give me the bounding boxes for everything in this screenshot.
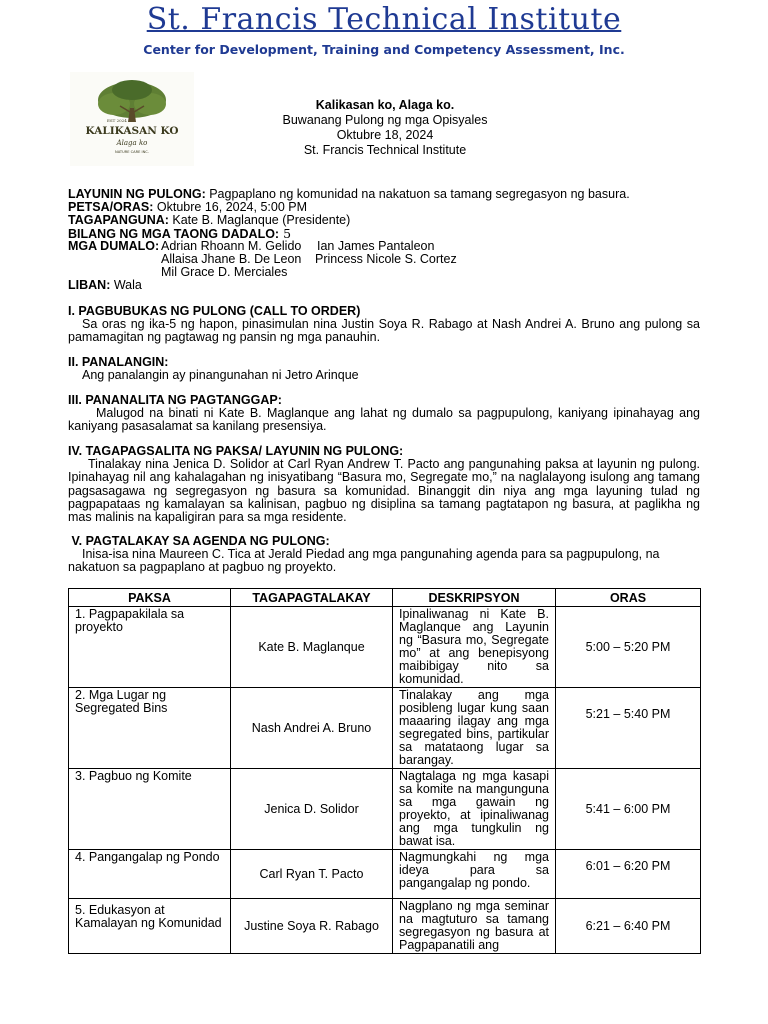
table-header-row [69,589,701,607]
logo-title: KALIKASAN KO [85,125,179,137]
meeting-venue: St. Francis Technical Institute [303,143,467,157]
section-5-body: Inisa-isa nina Maureen C. Tica at Jerald Piedad ang mga pangunahing agenda para sa pagpupulong, na nakatuon sa pagpaplano at pagbuo ng proyekto. [68,547,660,575]
bilang-line: BILANG NG MGA TAONG DADALO: 5 [68,226,292,241]
cell-paksa: 5. Edukasyon at Kamalayan ng Komunidad [69,899,231,954]
cell-tagapagtalakay: Carl Ryan T. Pacto [231,850,393,899]
cell-paksa: 3. Pagbuo ng Komite [69,769,231,850]
table-row [69,769,701,850]
cell-deskripsyon: Nagtalaga ng mga kasapi sa komite na mangunguna sa mga gawain ng proyekto, at ipinaliwanag ang mga tungkulin ng bawat isa. [393,769,556,850]
section-4-title: IV. TAGAPAGSALITA NG PAKSA/ LAYUNIN NG PULONG: [68,444,404,458]
table-row [69,688,701,769]
cell-oras: 5:41 – 6:00 PM [556,769,701,850]
header-paksa: PAKSA [69,589,231,607]
section-2-title: II. PANALANGIN: [68,355,169,369]
header-tagapagtalakay: TAGAPAGTALAKAY [231,589,393,607]
header-deskripsyon: DESKRIPSYON [393,589,556,607]
section-1-title: I. PAGBUBUKAS NG PULONG (CALL TO ORDER) [68,304,361,318]
meeting-type: Buwanang Pulong ng mga Opisyales [282,113,488,127]
section-1-body: Sa oras ng ika-5 ng hapon, pinasimulan nina Justin Soya R. Rabago at Nash Andrei A. Bruno ang pulong sa pamamagitan ng pagtawag ng pansin ng mga panauhin. [68,317,700,345]
cell-paksa: 4. Pangangalap ng Pondo [69,850,231,899]
cell-tagapagtalakay: Kate B. Maglanque [231,607,393,688]
cell-deskripsyon: Ipinaliwanag ni Kate B. Maglanque ang Layunin ng “Basura mo, Segregate mo” at ang benepisyong maibibigay nito sa komunidad. [393,607,556,688]
tagapanguna-line: TAGAPANGUNA: Kate B. Maglanque (Presidente) [68,213,351,227]
dumalo-line: MGA DUMALO: Adrian Rhoann M. Gelido Ian James Pantaleon [68,239,435,253]
section-3-body: Malugod na binati ni Kate B. Maglanque ang lahat ng dumalo sa pagpupulong, kaniyang ipinahayag ang kaniyang pasasalamat sa kanilang presensiya. [68,406,700,434]
liban-line: LIBAN: Wala [68,278,142,292]
svg-text:Alaga ko: Alaga ko [116,139,148,147]
section-3-title: III. PANANALITA NG PAGTANGGAP: [68,393,282,407]
cell-oras: 6:01 – 6:20 PM [556,850,701,899]
cell-oras: 5:21 – 5:40 PM [556,688,701,769]
petsa-line: PETSA/ORAS: Oktubre 16, 2024, 5:00 PM [68,200,308,214]
section-2-body: Ang panalangin ay pinangunahan ni Jetro Arinque [82,368,359,382]
svg-text:EST 2024: EST 2024 [107,118,127,123]
cell-tagapagtalakay: Justine Soya R. Rabago [231,899,393,954]
table-row [69,607,701,688]
cell-oras: 5:00 – 5:20 PM [556,607,701,688]
header-oras: ORAS [556,589,701,607]
institute-name: St. Francis Technical Institute [146,2,622,37]
meeting-title-block [230,98,540,158]
section-4-body: Tinalakay nina Jenica D. Solidor at Carl Ryan Andrew T. Pacto ang pangunahing paksa at layunin ng pulong. Ipinahayag nil ang kahalagahan ng inisyatibang “Basura mo, Segregate mo,” na naglalayong isulong ang tamang pagsasagawa ng segregasyon ng basura sa komunidad. Binanggit din niya ang mga layuning tulad ng pagpapataas ng kamalayan sa kalinisan, pagbuo ng disiplina sa tamang pagtatapon ng basura, at paglikha ng mas malinis na kapaligiran para sa mga residente. [68,457,700,525]
cell-tagapagtalakay: Jenica D. Solidor [231,769,393,850]
cell-deskripsyon: Nagplano ng mga seminar na magtuturo sa tamang segregasyon ng basura at Pagpapanatili ang [393,899,556,954]
kalikasan-logo [70,72,194,166]
meeting-date: Oktubre 18, 2024 [336,128,434,142]
tree-logo-icon [70,72,194,166]
meeting-theme: Kalikasan ko, Alaga ko. [315,98,455,112]
cell-deskripsyon: Tinalakay ang mga posibleng lugar kung saan maaaring ilagay ang mga segregated bins, partikular sa matataong lugar sa barangay. [393,688,556,769]
layunin-line: LAYUNIN NG PULONG: Pagpaplano ng komunidad na nakatuon sa tamang segregasyon ng basura. [68,187,630,201]
section-5-title: V. PAGTALAKAY SA AGENDA NG PULONG: [68,534,330,548]
cell-deskripsyon: Nagmungkahi ng mga ideya para sa pangangalap ng pondo. [393,850,556,899]
cell-tagapagtalakay: Nash Andrei A. Bruno [231,688,393,769]
cell-paksa: 1. Pagpapakilala sa proyekto [69,607,231,688]
cell-oras: 6:21 – 6:40 PM [556,899,701,954]
agenda-table [68,588,701,954]
svg-text:NATURE CARE INC.: NATURE CARE INC. [115,150,149,154]
table-row [69,850,701,899]
table-row [69,899,701,954]
institute-subtitle: Center for Development, Training and Competency Assessment, Inc. [143,42,625,57]
cell-paksa: 2. Mga Lugar ng Segregated Bins [69,688,231,769]
